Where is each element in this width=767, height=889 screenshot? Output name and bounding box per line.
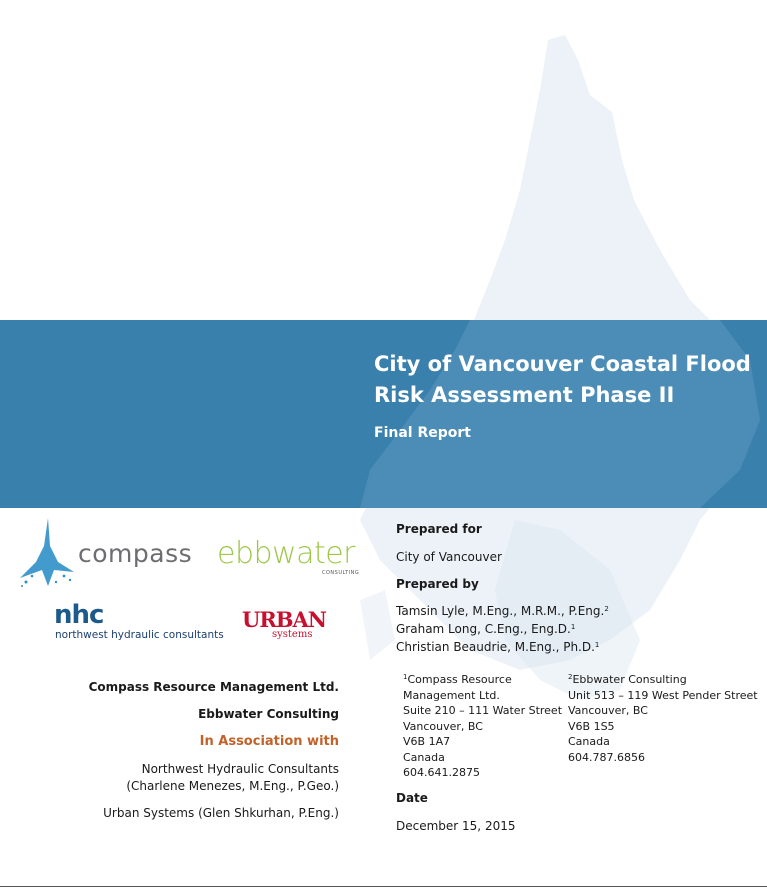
report-subtitle: Final Report [374, 425, 471, 441]
band-map-overlay [0, 320, 767, 508]
compass-logo-text: compass [78, 539, 193, 568]
date-value: December 15, 2015 [396, 819, 516, 833]
associate-nhc-contact: (Charlene Menezes, M.Eng., P.Geo.) [126, 779, 339, 793]
nhc-logo-subtext: northwest hydraulic consultants [55, 629, 224, 641]
page-bottom-rule [0, 886, 767, 887]
report-title-line1: City of Vancouver Coastal Flood [374, 352, 751, 376]
prepared-for-value: City of Vancouver [396, 550, 502, 564]
ebbwater-logo-subtext: CONSULTING [322, 570, 360, 576]
address-compass: $^1$Compass Resource Management Ltd. Suite 210 – 111 Water Street Vancouver, BC V6B 1A7 Canada 604.641.2875 [403, 673, 563, 779]
author-graham-long: Graham Long, C.Eng., Eng.D.$^1$ [396, 622, 576, 636]
associate-nhc: Northwest Hydraulic Consultants [141, 762, 339, 776]
ebbwater-logo-text: ebbwater [217, 536, 356, 571]
firm-ebbwater: Ebbwater Consulting [198, 707, 339, 721]
address-ebbwater: $^2$Ebbwater Consulting Unit 513 – 119 West Pender Street Vancouver, BC V6B 1S5 Canada 604.787.6856 [568, 673, 758, 764]
author-christian-beaudrie: Christian Beaudrie, M.Eng., Ph.D.$^1$ [396, 640, 600, 654]
prepared-by-heading: Prepared by [396, 577, 479, 591]
report-title-line2: Risk Assessment Phase II [374, 383, 675, 407]
associate-urban: Urban Systems (Glen Shkurhan, P.Eng.) [103, 806, 339, 820]
date-heading: Date [396, 791, 428, 805]
author-tamsin-lyle: Tamsin Lyle, M.Eng., M.R.M., P.Eng.$^2$ [396, 604, 609, 618]
urban-logo-subtext: systems [272, 629, 313, 640]
nhc-logo-text: nhc [54, 600, 104, 630]
compass-logo-icon [14, 516, 78, 588]
urban-logo-text: URBAN [242, 607, 327, 632]
firm-compass: Compass Resource Management Ltd. [88, 680, 339, 694]
prepared-for-heading: Prepared for [396, 522, 482, 536]
association-heading: In Association with [199, 734, 339, 749]
